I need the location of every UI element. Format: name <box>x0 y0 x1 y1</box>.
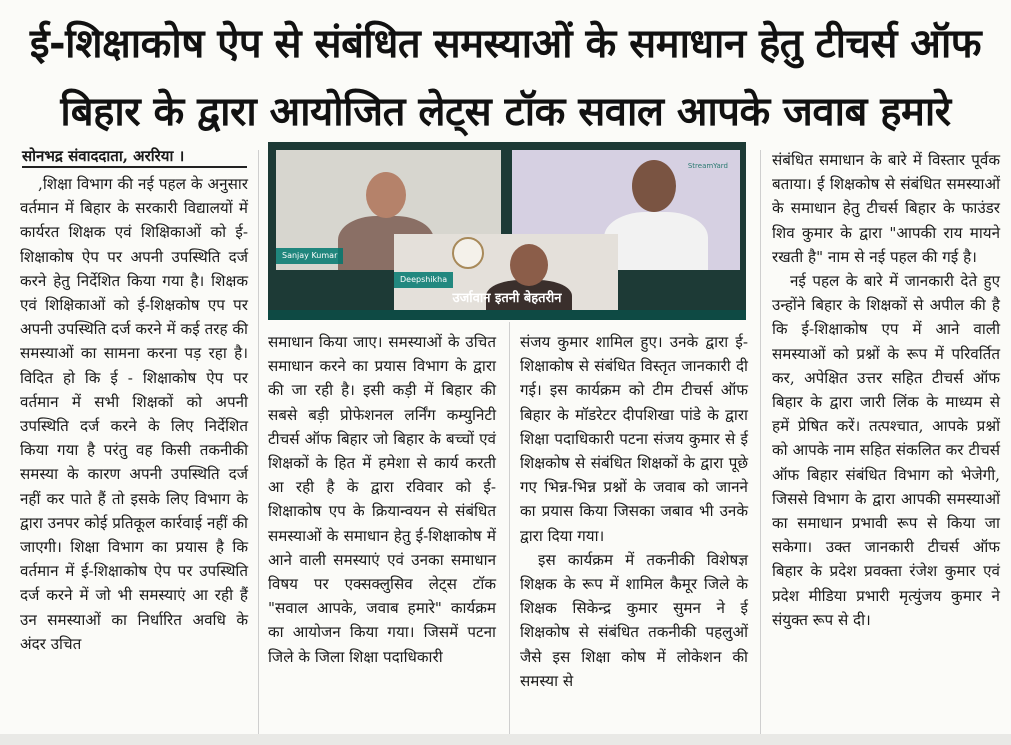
article-column-4 <box>772 148 1000 632</box>
article-paragraph: इस कार्यक्रम में तकनीकी विशेषज्ञ शिक्षक के रूप में शामिल कैमूर जिले के शिक्षक सिकेन्द्र कुमार सुमन ने ई शिक्षकोष से संबंधित तकनीकी पहलुओं जैसे इस शिक्षा कोष में लोकेशन की समस्या से <box>520 550 748 690</box>
wall-clock <box>452 237 484 269</box>
column-divider <box>509 322 510 734</box>
participant-head <box>366 172 406 218</box>
column-divider <box>258 150 259 735</box>
participant-name-tag: Deepshikha <box>394 272 453 288</box>
article-paragraph: समाधान किया जाए। समस्याओं के उचित समाधान करने का प्रयास विभाग के द्वारा की जा रही है। इसी कड़ी में बिहार की सबसे बड़ी प्रोफेशनल लर्निंग कम्युनिटी टीचर्स ऑफ बिहार जो बिहार के बच्चों एवं शिक्षकों के हित में हमेशा से कार्य करती आ रही है के द्वारा रविवार को ई-शिक्षाकोष एप के क्रियान्वयन से संबंधित समस्याओं के समाधान हेतु ई-शिक्षाकोष में आने वाली समस्याएं एवं उनका समाधान विषय पर एक्सक्लुसिव लेट्स टॉक "सवाल आपके, जवाब हमारे" कार्यक्रम का आयोजन किया गया। जिसमें पटना जिले के जिला शिक्षा पदाधिकारी <box>268 333 496 666</box>
byline-underline <box>22 166 247 168</box>
video-call-photo <box>268 142 746 320</box>
participant-head <box>510 244 548 286</box>
article-column-2 <box>268 330 496 669</box>
participant-name-tag: Sanjay Kumar <box>276 248 343 264</box>
participant-head <box>632 160 676 212</box>
article-column-1 <box>20 172 248 656</box>
headline-line-2: बिहार के द्वारा आयोजित लेट्स टॉक सवाल आपके जवाब हमारे <box>60 89 951 135</box>
headline-line-1: ई-शिक्षाकोष ऐप से संबंधित समस्याओं के समाधान हेतु टीचर्स ऑफ <box>29 21 982 67</box>
video-subtitle: उर्जावान इतनी बेहतरीन <box>452 291 562 306</box>
article-paragraph: ,शिक्षा विभाग की नई पहल के अनुसार वर्तमान में बिहार के सरकारी विद्यालयों में कार्यरत शिक्षक एवं शिक्षिकाओं को ई-शिक्षाकोष ऐप पर अपनी उपस्थिति दर्ज करने हेतु निर्देशित किया गया है। शिक्षक एवं शिक्षिकाओं को ई-शिक्षकोष एप पर अपनी उपस्थिति दर्ज करने में कई तरह की समस्याओं का सामना करना पड़ रहा है। विदित हो कि ई - शिक्षाकोष ऐप पर वर्तमान में सभी शिक्षकों को अपनी उपस्थिति दर्ज करने के लिए निर्देशित किया गया है परंतु वह किसी तकनीकी समस्या के कारण अपनी उपस्थिति दर्ज नहीं कर पाते हैं तो इसके लिए विभाग के द्वारा उनपर कोई प्रतिकूल कार्रवाई नहीं की जाएगी। शिक्षा विभाग का प्रयास है कि वर्तमान में ई-शिक्षाकोष ऐप पर उपस्थिति दर्ज करने में जो भी समस्याएं आ रही हैं उन समस्याओं का निर्धारित अवधि के अंदर उचित <box>20 175 248 653</box>
article-column-3 <box>520 330 748 693</box>
column-divider <box>760 150 761 735</box>
article-paragraph: नई पहल के बारे में जानकारी देते हुए उन्होंने बिहार के शिक्षकों से अपील की है कि ई-शिक्षाकोष एप में आने वाली समस्याओं को प्रश्नों के रूप में परिवर्तित कर, अपेक्षित उत्तर सहित टीचर्स ऑफ बिहार के द्वारा जारी लिंक के माध्यम से हमें प्रेषित करें। तत्पश्चात, आपके प्रश्नों को आपके नाम सहित संकलित कर टीचर्स ऑफ बिहार संबंधित विभाग को भेजेगी, जिससे विभाग के द्वारा आपकी समस्याओं का समाधान प्रभावी रूप से किया जा सकेगा। उक्त जानकारी टीचर्स ऑफ बिहार के प्रदेश प्रवक्ता रंजेश कुमार एवं प्रदेश मीडिया प्रभारी मृत्युंजय कुमार ने संयुक्त रूप से दी। <box>772 272 1000 629</box>
video-ticker-bar <box>268 310 746 320</box>
article-paragraph: संबंधित समाधान के बारे में विस्तार पूर्वक बताया। ई शिक्षकोष से संबंधित समस्याओं के समाधान हेतु टीचर्स बिहार के फाउंडर शिव कुमार के द्वारा "आपकी राय मायने रखती है" नाम से नई पहल की गई है। <box>772 151 1000 266</box>
participant-figure <box>604 212 708 270</box>
page-bottom-strip <box>0 734 1011 745</box>
byline: सोनभद्र संवाददाता, अररिया । <box>22 147 185 165</box>
streamyard-logo: StreamYard <box>687 162 728 170</box>
article-paragraph: संजय कुमार शामिल हुए। उनके द्वारा ई-शिक्षाकोष से संबंधित विस्तृत जानकारी दी गई। इस कार्यक्रम को टीम टीचर्स ऑफ बिहार के मॉडरेटर दीपशिखा पांडे के द्वारा शिक्षा पदाधिकारी पटना संजय कुमार से ई शिक्षकोष से संबंधित शिक्षकों के द्वारा पूछे गए भिन्न-भिन्न प्रश्नों के जवाब को जानने का प्रयास किया जिसका जबाव भी उनके द्वारा दिया गया। <box>520 333 748 545</box>
